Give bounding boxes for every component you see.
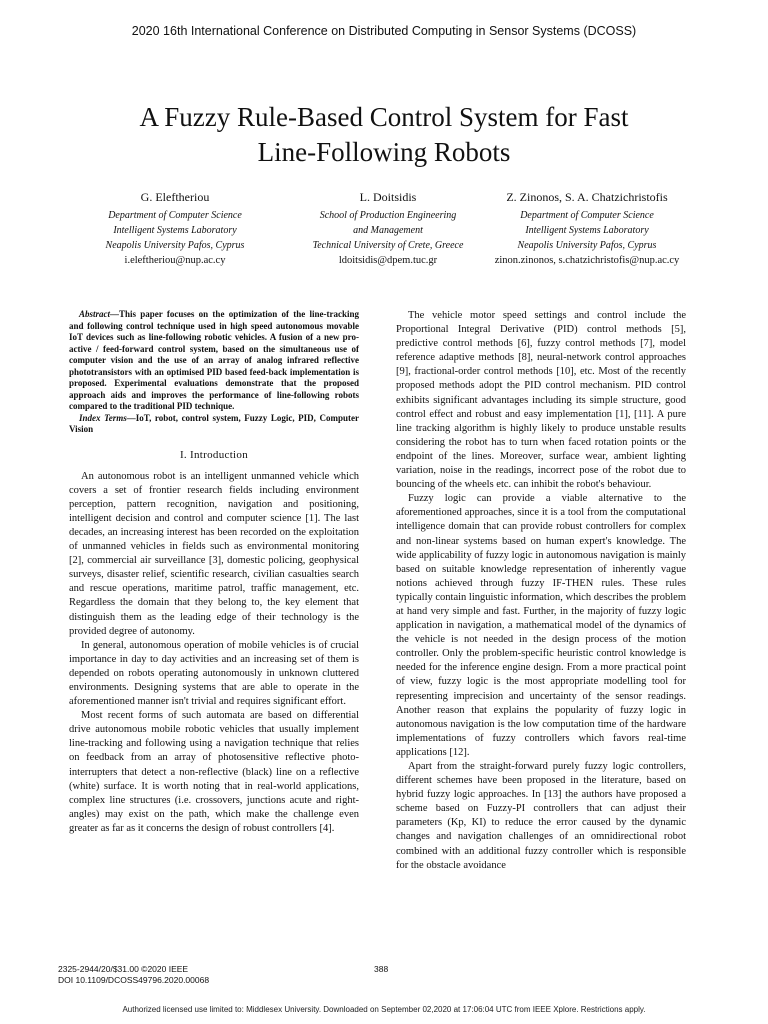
author-affiliation: Neapolis University Pafos, Cyprus (517, 240, 657, 251)
conference-header: 2020 16th International Conference on Distributed Computing in Sensor Systems (DCOSS) (131, 24, 637, 38)
author-affiliation: Technical University of Crete, Greece (312, 240, 464, 251)
left-column (69, 309, 359, 836)
title-line-2: Line-Following Robots (257, 137, 511, 167)
abstract-label: Abstract— (79, 309, 120, 319)
body-paragraph: The vehicle motor speed settings and control include the Proportional Integral Derivative (PID) control methods [5], predictive control methods [6], fuzzy control methods [7], model reference adaptive methods [8], neural-network control approaches [9], fractional-order control methods [10], etc. Most of the recently proposed methods adopt the PID control mechanism. PID control exhibits significant advantages including its simple structure, good control effect and robust and easy implementation [1], [11]. A pure line tracking algorithm is highly likely to produce unstable results considering the robot has to turn when faced rotation points or the endpoint of the lines. Moreover, surface wear, ambient lighting variation, noise in the readings, incorrect pose of the robot due to bouncing of the wheels etc. can inhibit the robot's behaviour. (396, 310, 686, 491)
body-paragraph: Fuzzy logic can provide a viable alternative to the aforementioned approaches, since it is a tool from the computational intelligence domain that can provide robust controllers for complex and non-linear systems based on human expert's knowledge. The wide applicability of fuzzy logic in autonomous navigation is mainly based on suitable knowledge representation of inherently vague notions achieved through fuzzy IF-THEN rules. These rules typically contain linguistic information, which describes the problem at hand very simple and fast. Further, in the majority of fuzzy logic application in navigation, a mathematical model of the dynamics of the vehicle is not needed in the design process of the motion controller. Only the problem-specific heuristic control knowledge is needed for the inference engine design. From a more practical point of view, fuzzy logic is the most appropriate modelling tool for representing imprecision and uncertainty of the sensor readings. Another reason that explains the popularity of fuzzy logic in autonomous navigation is the low computation time of the hardware implementations of fuzzy controllers which favors real-time applications [12]. (396, 493, 686, 758)
author-affiliation: and Management (353, 225, 423, 236)
right-column (396, 309, 686, 873)
author-email: ldoitsidis@dpem.tuc.gr (338, 255, 438, 266)
author-name: L. Doitsidis (359, 190, 417, 204)
body-paragraph: Most recent forms of such automata are based on differential drive autonomous mobile robotic vehicles that usually implement line-tracking and following using a navigation technique that relies on feedback from an array of photosensitive reflective photo-interrupters that detect a non-reflective (black) line on a reflective (white) surface. It is worth noting that in real-world applications, complex line structures (i.e. crossovers, junctions acute and right-angles) may exist on the path, which make the challenge even greater as far as it concerns the design of robust controllers [4]. (69, 710, 359, 834)
author-affiliation: Neapolis University Pafos, Cyprus (105, 240, 245, 251)
author-email: i.eleftheriou@nup.ac.cy (124, 255, 226, 266)
author-affiliation: Department of Computer Science (520, 210, 654, 221)
author-affiliation: Intelligent Systems Laboratory (113, 225, 237, 236)
body-paragraph: An autonomous robot is an intelligent unmanned vehicle which covers a set of frontier research fields including environment perception, pattern recognition, navigation and positioning, intelligent decision and control and computer science [1]. The last decades, an increasing interest has been recorded on the exploitation of unmanned vehicles in fields such as environmental monitoring [2], commercial air surveillance [3], domestic policing, geophysical surveys, disaster relief, scientific research, civilian casualties search and rescue operations, maritime patrol, traffic management, etc. Regardless the domain that they belong to, the key element that distinguish them as the leading edge of their technology is the provided degree of autonomy. (69, 470, 359, 637)
abstract-text: This paper focuses on the optimization of the line-tracking and following control technique used in high speed autonomous movable IoT devices such as line-following robotic vehicles. A fusion of a new pro-active / feed-forward control system, based on the simultaneous use of computer vision and the use of an array of analog infrared reflective phototransistors with an optimised PID based feed-back implementation is proposed. Experimental evaluations demonstrate that the proposed approach aids and improves the performance of line-following robots compared to the traditional PID technique. (69, 309, 359, 411)
body-paragraph: Apart from the straight-forward purely fuzzy logic controllers, different schemes have been proposed in the literature, based on hybrid fuzzy logic approaches. In [13] the authors have proposed a scheme based on Fuzzy-PI controllers that can adjust their parameters (Kp, KI) to reduce the error caused by the dynamic changes and navigation challenges of an omnidirectional robot combined with an additional fuzzy controller which is responsible for the obstacle avoidance (396, 761, 686, 871)
license-notice: Authorized licensed use limited to: Middlesex University. Downloaded on September 02,2020 at 17:06:04 UTC from IEEE Xplore. Restrictions apply. (122, 1005, 646, 1014)
body-paragraph: In general, autonomous operation of mobile vehicles is of crucial importance in day to day activities and an increasing set of them is depended on robots operating autonomously in unknown cluttered environments. Designing systems that are able to operate in the aforementioned manner isn't trivial and requires significant effort. (69, 639, 359, 708)
author-affiliation: Department of Computer Science (108, 210, 242, 221)
author-2 (283, 189, 493, 268)
page-number: 388 (374, 964, 389, 974)
footer-publication-info (58, 964, 209, 986)
index-terms-label: Index Terms— (79, 412, 136, 423)
title-line-1: A Fuzzy Rule-Based Control System for Fast (139, 102, 629, 132)
author-block (80, 189, 700, 269)
doi-line: DOI 10.1109/DCOSS49796.2020.00068 (58, 975, 210, 985)
issn-line: 2325-2944/20/$31.00 ©2020 IEEE (58, 964, 189, 974)
author-name: G. Eleftheriou (140, 190, 210, 204)
author-email: zinon.zinonos, s.chatzichristofis@nup.ac.cy (494, 255, 680, 266)
author-name: Z. Zinonos, S. A. Chatzichristofis (506, 190, 668, 204)
abstract (69, 309, 359, 436)
author-affiliation: School of Production Engineering (319, 210, 457, 221)
section-heading: I. Introduction (179, 448, 249, 461)
author-affiliation: Intelligent Systems Laboratory (525, 225, 649, 236)
author-1 (70, 189, 280, 268)
author-3 (470, 189, 704, 268)
index-terms-text: IoT, robot, control system, Fuzzy Logic, PID, Computer Vision (69, 412, 359, 434)
paper-title (84, 100, 684, 170)
